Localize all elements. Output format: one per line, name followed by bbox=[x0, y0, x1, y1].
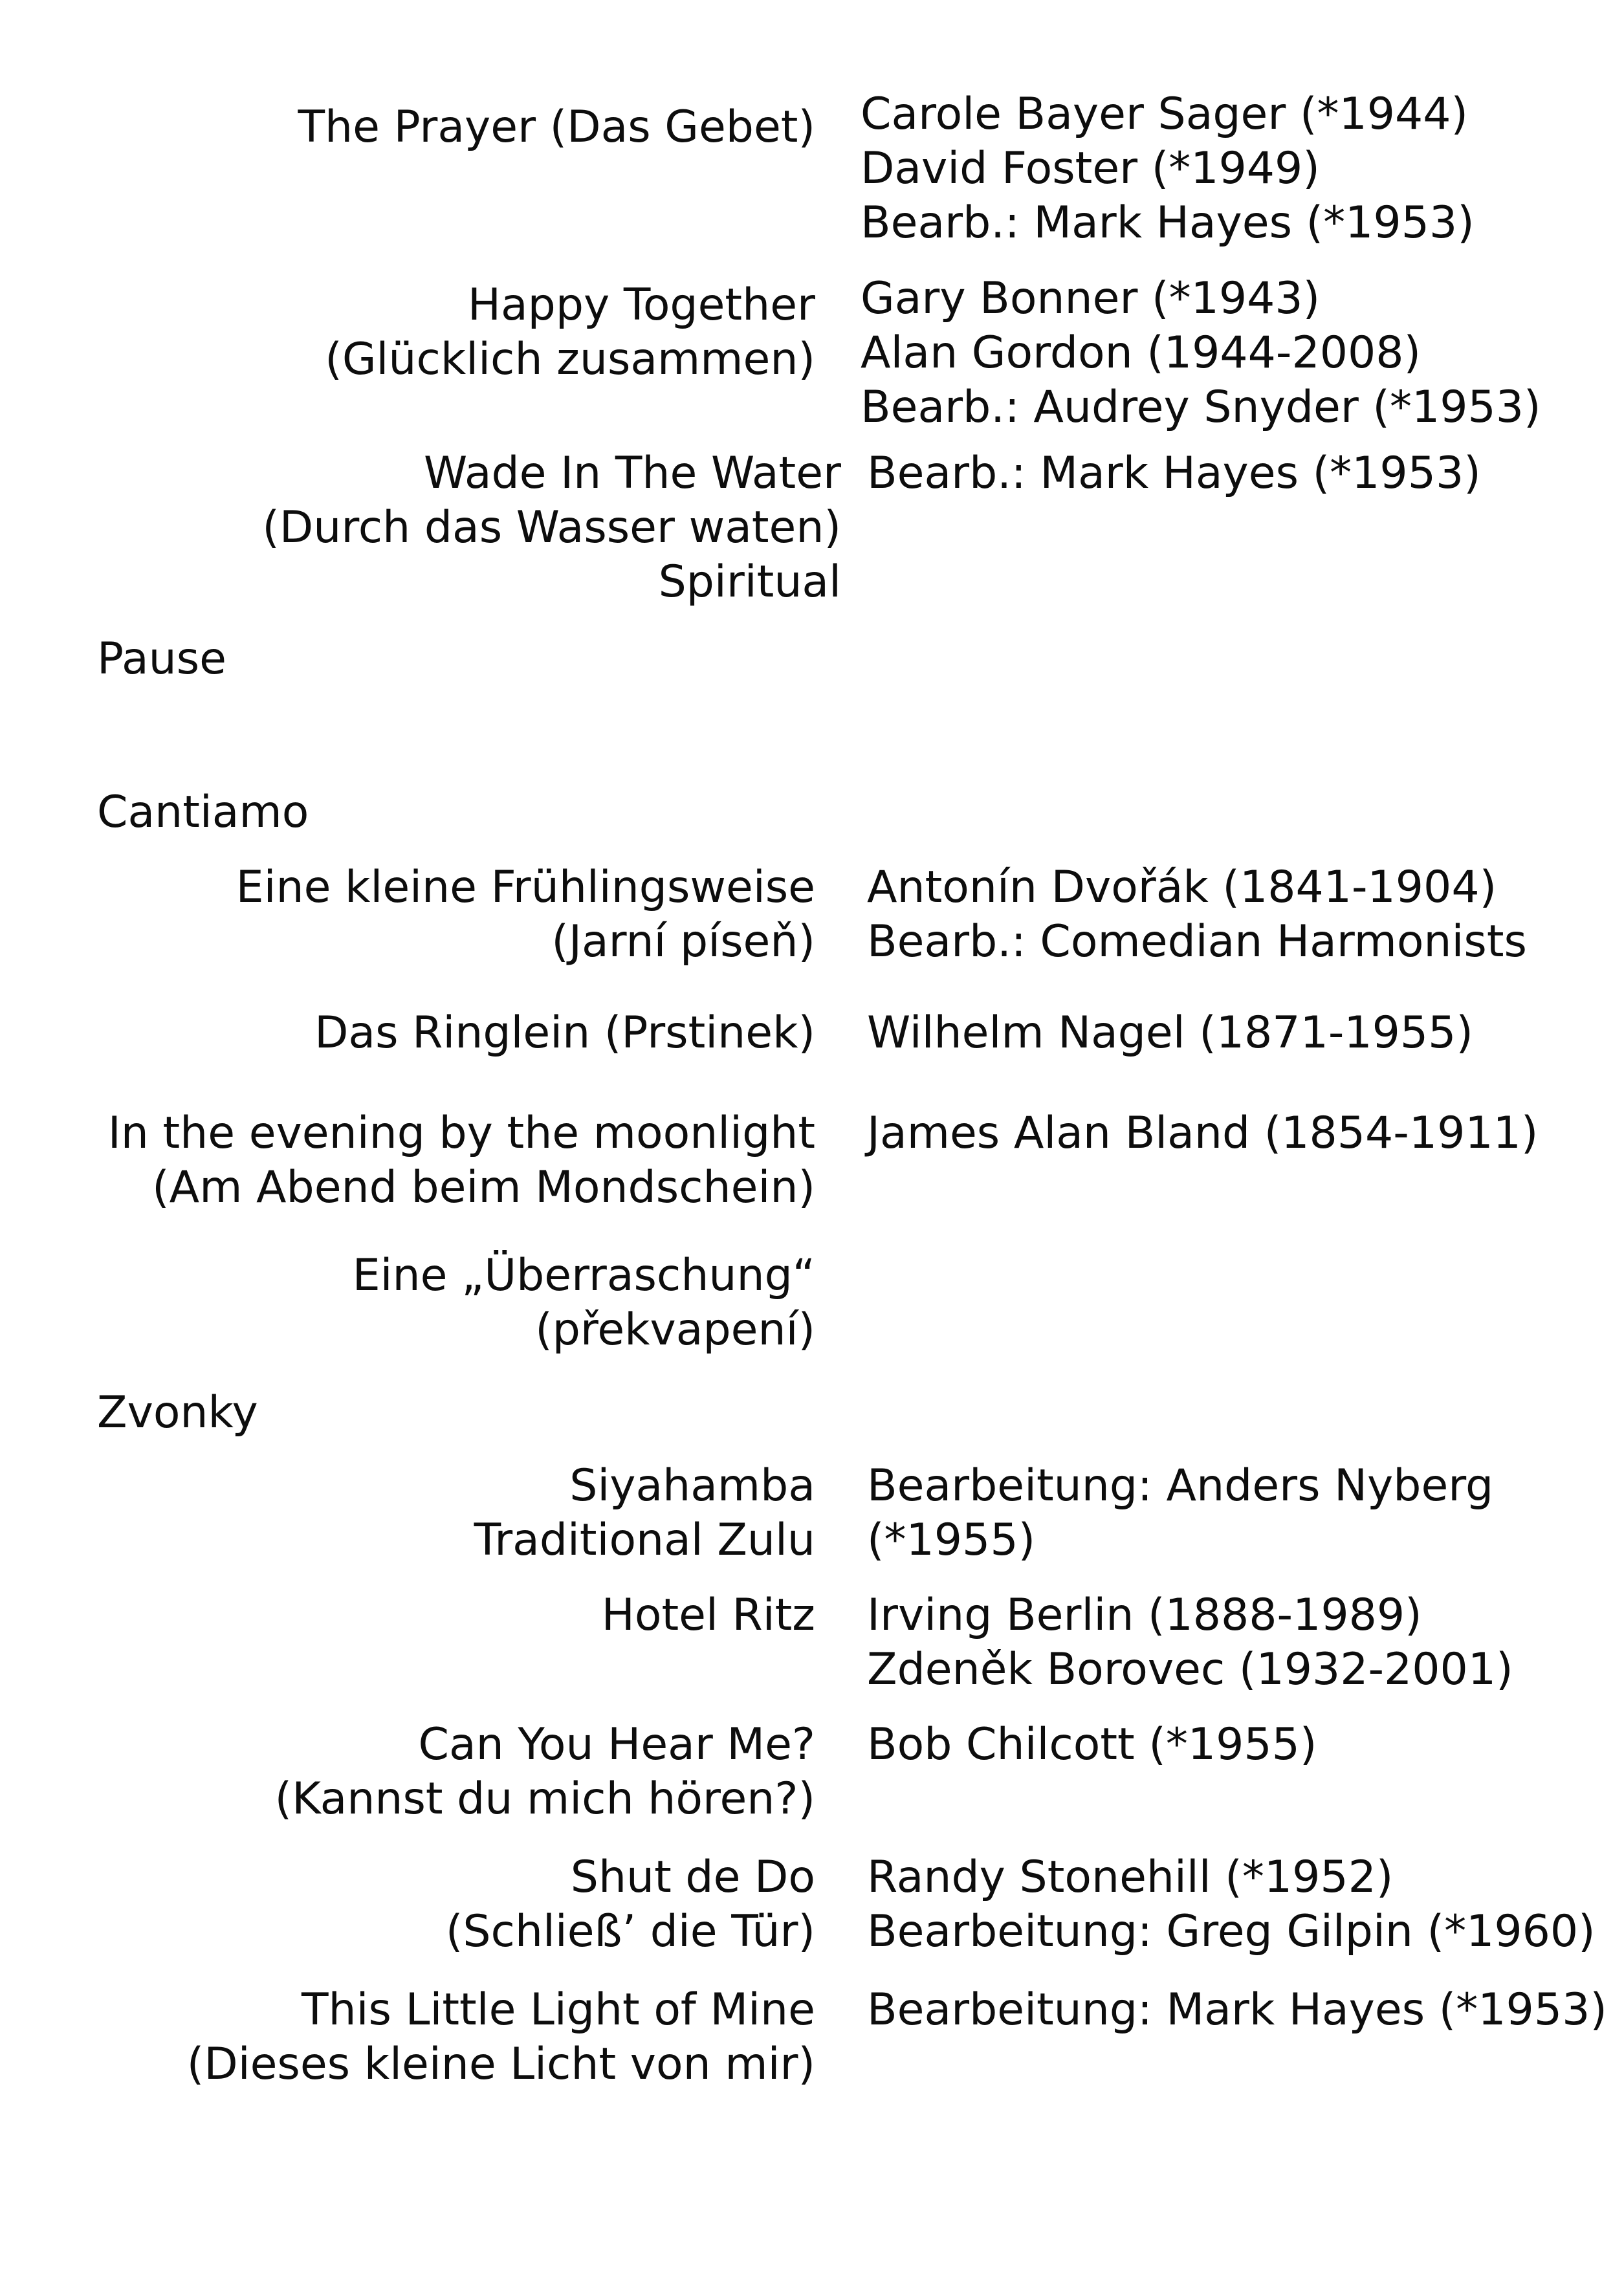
composer-credits bbox=[867, 1850, 1596, 1959]
piece-title-line: Can You Hear Me? bbox=[418, 1719, 815, 1770]
piece-title-line: This Little Light of Mine bbox=[302, 1984, 815, 2035]
composer-line: Zdeněk Borovec (1932-2001) bbox=[867, 1644, 1513, 1695]
piece-title-line: Traditional Zulu bbox=[474, 1515, 815, 1566]
composer-line: Gary Bonner (*1943) bbox=[861, 273, 1321, 324]
piece-title-line: Spiritual bbox=[658, 556, 841, 608]
composer-line: James Alan Bland (1854-1911) bbox=[867, 1108, 1539, 1159]
piece-title-line: Eine „Überraschung“ bbox=[352, 1250, 815, 1301]
piece-title-line: Eine kleine Frühlingsweise bbox=[236, 862, 815, 913]
composer-credits bbox=[867, 446, 1481, 501]
composer-line: Irving Berlin (1888-1989) bbox=[867, 1590, 1422, 1641]
piece-title-line: Wade In The Water bbox=[423, 448, 841, 499]
composer-credits bbox=[867, 1459, 1493, 1568]
composer-line: Bearbeitung: Anders Nyberg bbox=[867, 1460, 1494, 1511]
composer-credits bbox=[867, 1106, 1538, 1161]
piece-title-line: Hotel Ritz bbox=[601, 1590, 815, 1641]
piece-title-line: Happy Together bbox=[467, 280, 815, 331]
section-heading-zvonky: Zvonky bbox=[97, 1387, 258, 1438]
composer-credits bbox=[867, 1983, 1607, 2037]
piece-title-line: Shut de Do bbox=[570, 1852, 815, 1903]
piece-title bbox=[275, 1718, 815, 1826]
piece-title-line: The Prayer (Das Gebet) bbox=[298, 102, 815, 153]
piece-title-line: (Jarní píseň) bbox=[551, 916, 815, 967]
composer-credits bbox=[867, 860, 1527, 969]
piece-title-line: (Dieses kleine Licht von mir) bbox=[186, 2039, 815, 2090]
composer-credits bbox=[867, 1718, 1317, 1772]
composer-credits bbox=[861, 272, 1541, 435]
piece-title-line: Siyahamba bbox=[569, 1460, 815, 1511]
piece-title bbox=[474, 1459, 815, 1568]
composer-line: Bearb.: Mark Hayes (*1953) bbox=[867, 448, 1481, 499]
piece-title bbox=[108, 1106, 815, 1215]
piece-title-line: Das Ringlein (Prstinek) bbox=[314, 1007, 815, 1058]
composer-line: Antonín Dvořák (1841-1904) bbox=[867, 862, 1497, 913]
piece-title bbox=[446, 1850, 815, 1959]
composer-line: Wilhelm Nagel (1871-1955) bbox=[867, 1007, 1473, 1058]
piece-title-line: (Am Abend beim Mondschein) bbox=[152, 1162, 815, 1213]
piece-title bbox=[325, 278, 815, 387]
piece-title bbox=[187, 1983, 815, 2092]
piece-title bbox=[262, 446, 841, 609]
piece-title-line: (Glücklich zusammen) bbox=[325, 334, 815, 385]
piece-title bbox=[314, 1006, 815, 1060]
piece-title-line: (Durch das Wasser waten) bbox=[262, 502, 841, 553]
section-heading-cantiamo: Cantiamo bbox=[97, 787, 309, 838]
section-heading-pause: Pause bbox=[97, 633, 226, 685]
piece-title-line: (překvapení) bbox=[535, 1304, 815, 1355]
composer-line: Randy Stonehill (*1952) bbox=[867, 1852, 1394, 1903]
piece-title-line: (Schließ’ die Tür) bbox=[445, 1906, 815, 1957]
composer-credits bbox=[867, 1588, 1513, 1697]
piece-title-line: (Kannst du mich hören?) bbox=[274, 1773, 815, 1825]
piece-title bbox=[353, 1249, 815, 1357]
piece-title-line: In the evening by the moonlight bbox=[107, 1108, 815, 1159]
composer-line: Bob Chilcott (*1955) bbox=[867, 1719, 1317, 1770]
composer-line: David Foster (*1949) bbox=[861, 143, 1320, 194]
composer-line: Bearbeitung: Mark Hayes (*1953) bbox=[867, 1984, 1607, 2035]
composer-line: Alan Gordon (1944-2008) bbox=[861, 327, 1421, 378]
composer-credits bbox=[861, 87, 1475, 250]
piece-title bbox=[298, 100, 816, 155]
composer-line: (*1955) bbox=[867, 1515, 1036, 1566]
composer-line: Bearb.: Mark Hayes (*1953) bbox=[861, 197, 1475, 248]
composer-line: Bearb.: Audrey Snyder (*1953) bbox=[861, 382, 1541, 433]
piece-title bbox=[602, 1588, 815, 1643]
piece-title bbox=[236, 860, 815, 969]
composer-line: Carole Bayer Sager (*1944) bbox=[861, 89, 1469, 140]
composer-credits bbox=[867, 1006, 1473, 1060]
composer-line: Bearbeitung: Greg Gilpin (*1960) bbox=[867, 1906, 1596, 1957]
composer-line: Bearb.: Comedian Harmonists bbox=[867, 916, 1527, 967]
